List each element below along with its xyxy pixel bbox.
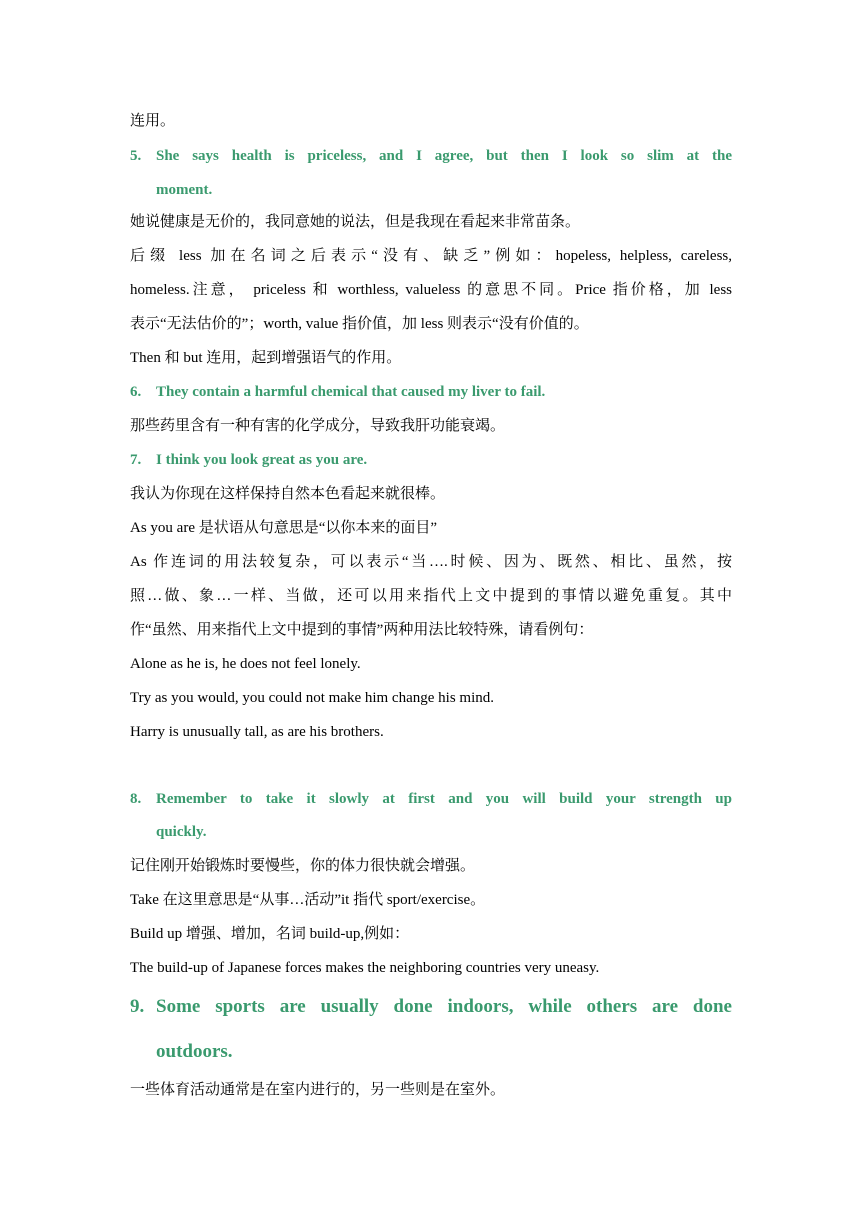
- sentence-heading-6: [130, 382, 732, 402]
- text-line: 作“虽然、用来指代上文中提到的事情”两种用法比较特殊，请看例句：: [130, 622, 594, 638]
- heading-text: Some sports are usually done indoors, while others are done: [156, 996, 732, 1017]
- sentence-heading-5-cont: moment.: [156, 182, 213, 198]
- example-sentence: The build-up of Japanese forces makes the neighboring countries very uneasy.: [130, 960, 600, 976]
- heading-number: 9.: [130, 996, 145, 1017]
- heading-number: 8.: [130, 791, 142, 807]
- sentence-heading-7: [130, 450, 732, 470]
- text-line: 那些药里含有一种有害的化学成分，导致我肝功能衰竭。: [130, 418, 506, 434]
- text-line: 表示“无法估价的”；worth, value 指价值，加 less 则表示“没有价值的。: [130, 316, 589, 332]
- text-line: Build up 增强、增加，名词 build-up,例如：: [130, 926, 410, 942]
- text-line: homeless.注意， priceless 和 worthless, valueless 的意思不同。Price 指价格，加 less: [130, 282, 732, 298]
- text-line: As you are 是状语从句意思是“以你本来的面目”: [130, 520, 438, 536]
- sentence-heading-9: [130, 995, 732, 1019]
- heading-number: 5.: [130, 148, 142, 164]
- heading-text: They contain a harmful chemical that caused my liver to fail.: [156, 384, 546, 400]
- heading-number: 6.: [130, 384, 142, 400]
- text-line: Then 和 but 连用，起到增强语气的作用。: [130, 350, 402, 366]
- heading-number: 7.: [130, 452, 142, 468]
- heading-text: She says health is priceless, and I agree, but then I look so slim at the: [156, 148, 732, 164]
- text-line: 连用。: [130, 113, 176, 129]
- heading-text: Remember to take it slowly at first and you will build your strength up: [156, 791, 732, 807]
- text-line: As 作连词的用法较复杂，可以表示“当….时候、因为、既然、相比、虽然，按: [130, 554, 732, 570]
- example-sentence: Alone as he is, he does not feel lonely.: [130, 656, 361, 672]
- heading-text: I think you look great as you are.: [156, 452, 368, 468]
- text-line: 一些体育活动通常是在室内进行的，另一些则是在室外。: [130, 1082, 506, 1098]
- text-line: 她说健康是无价的，我同意她的说法，但是我现在看起来非常苗条。: [130, 214, 581, 230]
- text-line: 我认为你现在这样保持自然本色看起来就很棒。: [130, 486, 446, 502]
- example-sentence: Harry is unusually tall, as are his brothers.: [130, 724, 384, 740]
- text-line: 照…做、象…一样、当做，还可以用来指代上文中提到的事情以避免重复。其中: [130, 588, 732, 604]
- sentence-heading-9-cont: outdoors.: [156, 1041, 233, 1062]
- text-line: 记住刚开始锻炼时要慢些，你的体力很快就会增强。: [130, 858, 476, 874]
- sentence-heading-5: [130, 146, 732, 166]
- example-sentence: Try as you would, you could not make him change his mind.: [130, 690, 494, 706]
- sentence-heading-8: [130, 789, 732, 809]
- text-line: 后缀 less 加在名词之后表示“没有、缺乏”例如：hopeless, helpless, careless,: [130, 248, 732, 264]
- text-line: Take 在这里意思是“从事…活动”it 指代 sport/exercise。: [130, 892, 486, 908]
- sentence-heading-8-cont: quickly.: [156, 824, 207, 840]
